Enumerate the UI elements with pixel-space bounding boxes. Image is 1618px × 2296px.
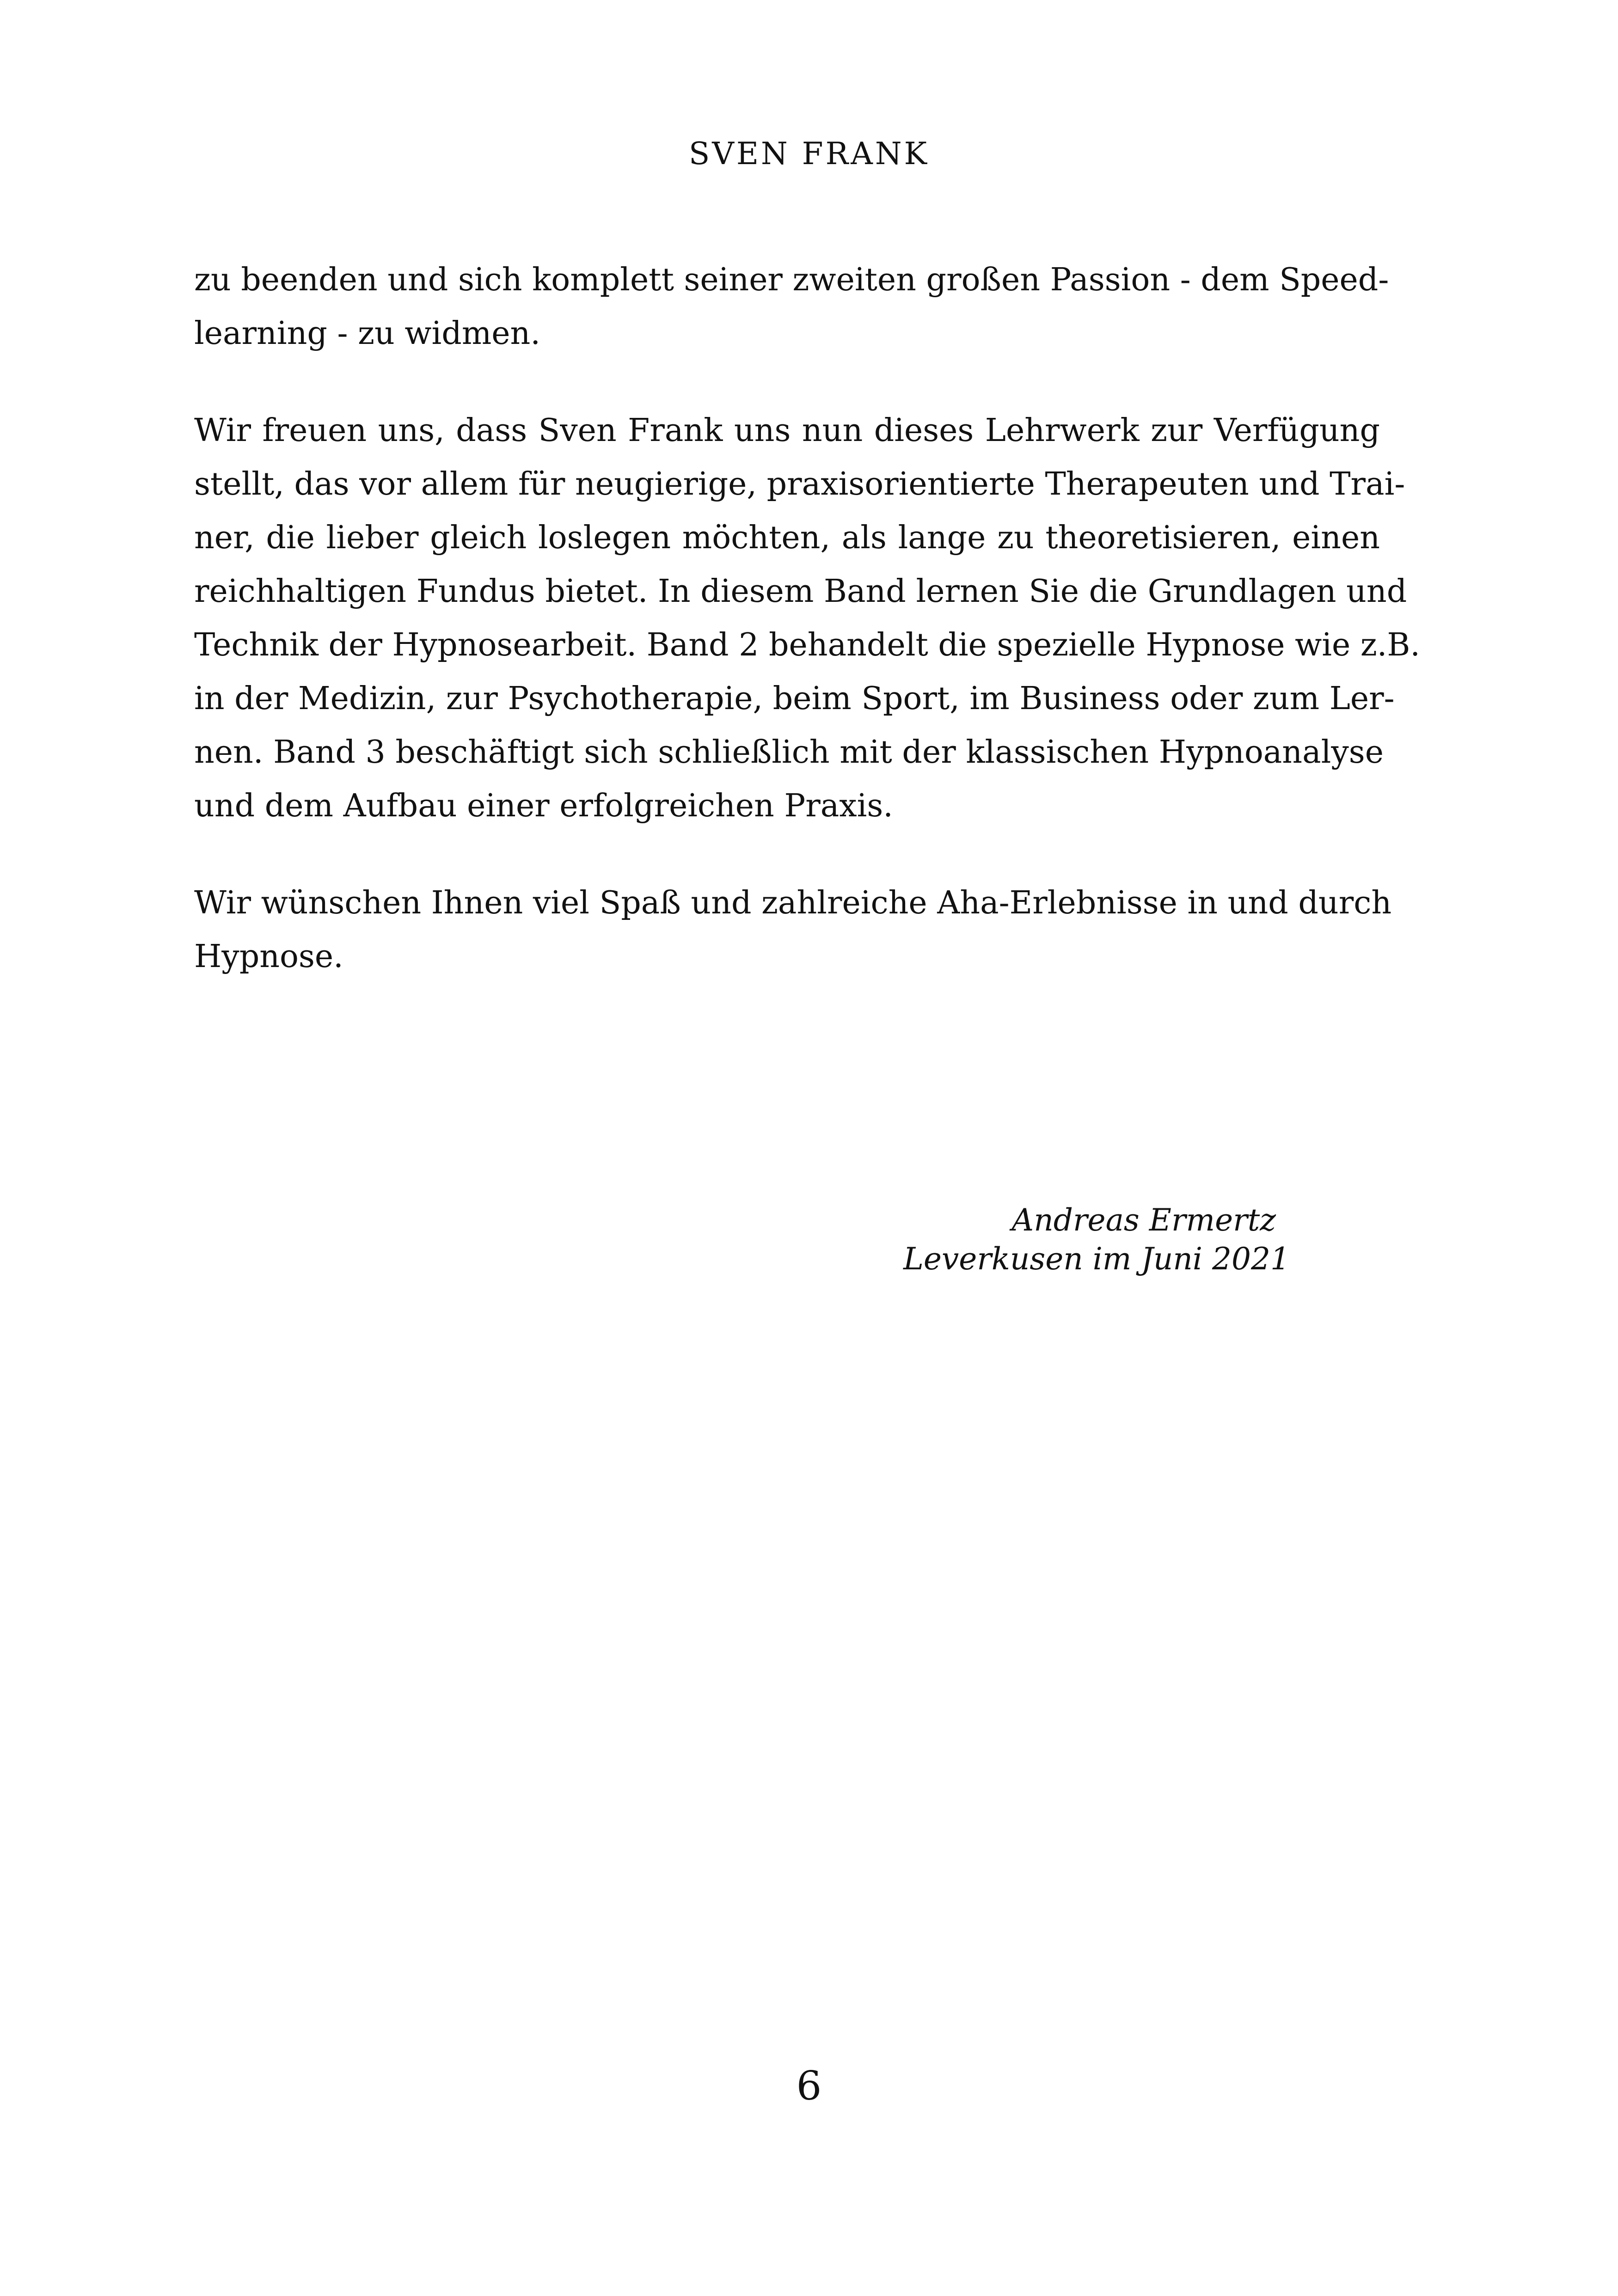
text-line: zu beenden und sich komplett seiner zweiten großen Passion - dem Speed-: [194, 262, 1389, 298]
text-line: Hypnose.: [194, 938, 343, 975]
text-line: Wir freuen uns, dass Sven Frank uns nun dieses Lehrwerk zur Verfügung: [194, 412, 1380, 449]
text-line: ner, die lieber gleich loslegen möchten, als lange zu theoretisieren, einen: [194, 520, 1380, 556]
text-line: learning - zu widmen.: [194, 315, 540, 352]
text-line: reichhaltigen Fundus bietet. In diesem Band lernen Sie die Grundlagen und: [194, 573, 1407, 610]
paragraph-2: [194, 404, 1420, 833]
text-line: in der Medizin, zur Psychotherapie, beim Sport, im Business oder zum Ler-: [194, 680, 1395, 717]
running-head-author: SVEN FRANK: [689, 136, 929, 171]
text-line: Wir wünschen Ihnen viel Spaß und zahlreiche Aha-Erlebnisse in und durch: [194, 885, 1392, 921]
page-number: 6: [796, 2063, 822, 2109]
signature-name: Andreas Ermertz: [1011, 1202, 1276, 1238]
text-line: Technik der Hypnosearbeit. Band 2 behandelt die spezielle Hypnose wie z.B.: [194, 627, 1420, 663]
text-line: und dem Aufbau einer erfolgreichen Praxis.: [194, 788, 893, 824]
paragraph-1: [194, 253, 1389, 361]
paragraph-3: [194, 876, 1392, 984]
text-line: stellt, das vor allem für neugierige, praxisorientierte Therapeuten und Trai-: [194, 466, 1405, 502]
signature-place-date: Leverkusen im Juni 2021: [903, 1241, 1290, 1277]
text-line: nen. Band 3 beschäftigt sich schließlich mit der klassischen Hypnoanalyse: [194, 734, 1384, 771]
body-text: [194, 253, 1420, 984]
signature-block: [786, 1201, 1290, 1279]
